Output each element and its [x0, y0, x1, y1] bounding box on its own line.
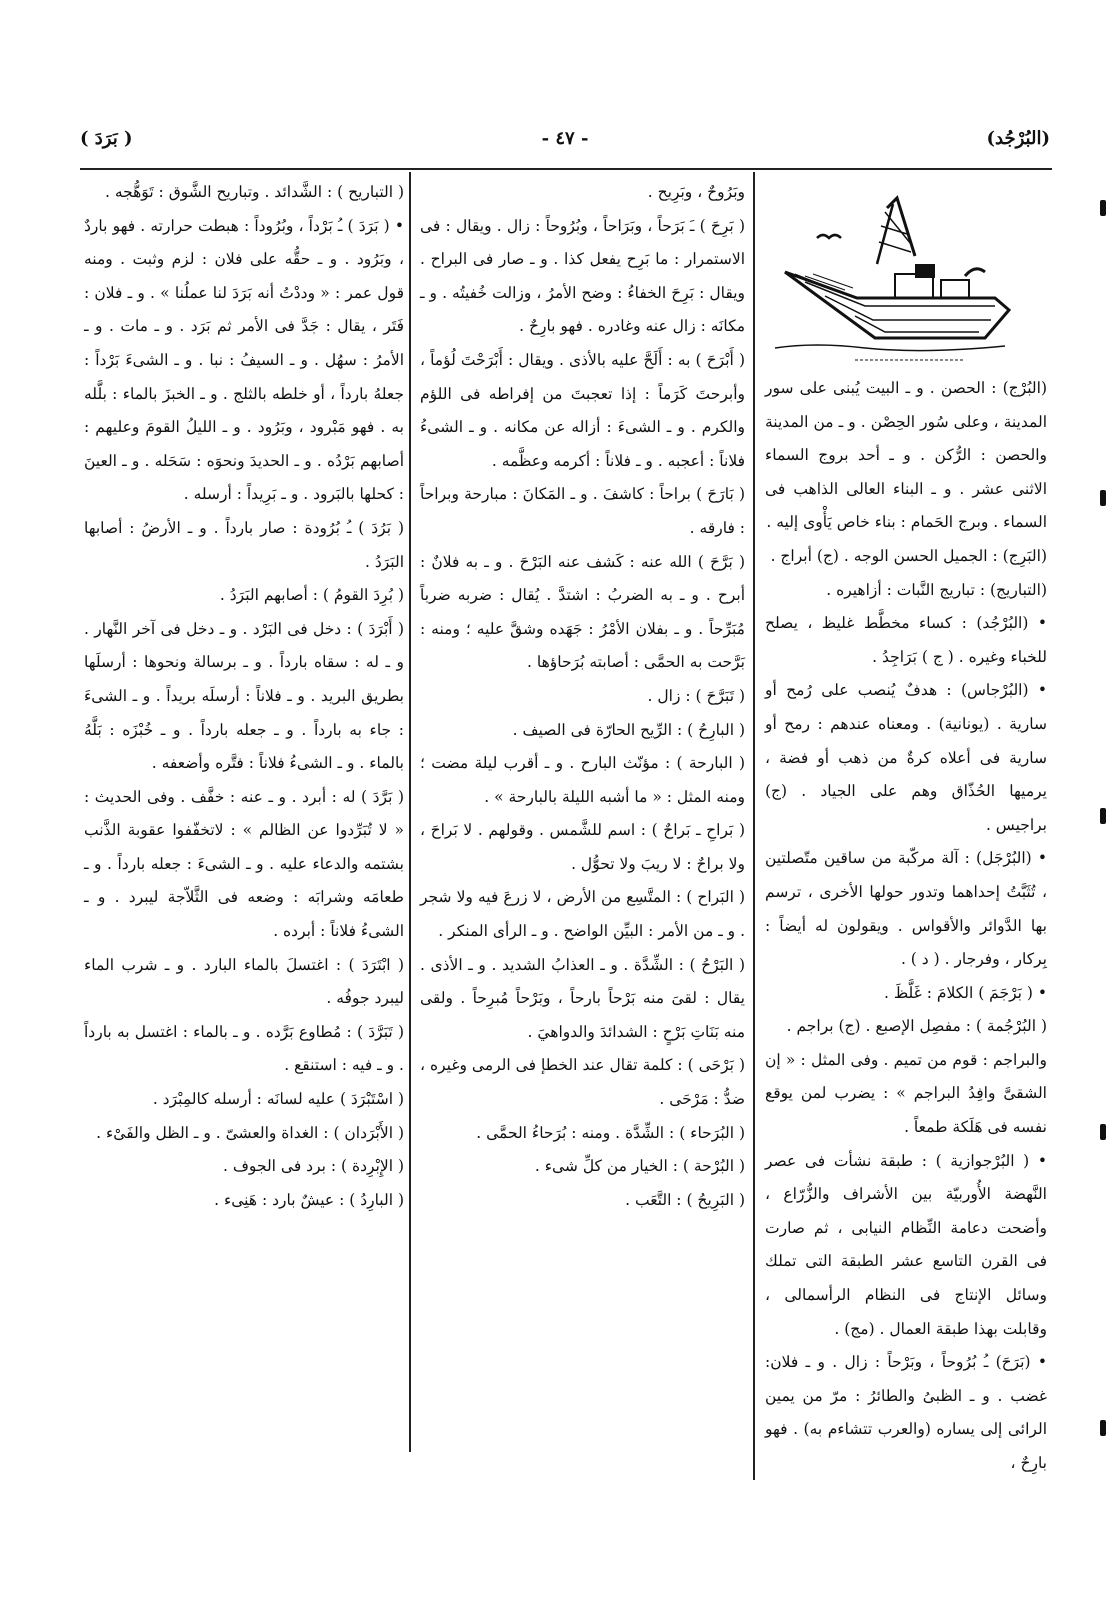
entry-paragraph: ( بَراحِ ـ بَراحٌ ) : اسم للشَّمس . وقولهم . لا بَراحَ ، ولا براحٌ : لا ريبَ ولا تحوُّل .: [420, 821, 745, 873]
entry-paragraph: ( بُرِدَ القومُ ) : أصابهم البَرَدُ .: [219, 586, 404, 605]
entry-paragraph: ( بَرَّدَ ) له : أبرد . و ـ عنه : خفَّف . وفى الحديث : « لا تُبَرِّدوا عن الظالم » : لاتخفّفوا عقوبة الذَّنب بشتمه والدعاء عليه . و ـ الشىءَ : جعله بارداً . و ـ طعامَه وشرابَه : وضعه فى الثَّلاّجة ليبرد . و ـ الشىءُ فلاناً : أبرده .: [84, 787, 404, 941]
entry-paragraph: ( البَرْحُ ) : الشِّدَّة . و ـ العذابُ الشديد . و ـ الأذى . يقال : لقىَ منه بَرْحاً بارحاً ، وبَرْحاً مُبرِحاً . ولقى منه بَنَاتِ بَرْحٍ : الشدائدَ والدواهيَ .: [420, 955, 745, 1041]
page-number: - ٤٧ -: [541, 128, 589, 149]
entry-paragraph: • (بَرَحَ) ـُ بُرُوحاً ، وبَرْحاً : زال . و ـ فلان: غضب . و ـ الظبىُ والطائرُ : مرّ من يمين الرائى إلى يساره (والعرب تتشاءم به) . فهو بارِحٌ ،: [765, 1353, 1047, 1472]
scan-margin-mark: [1100, 1124, 1106, 1140]
entry-paragraph: ( اسْتَبْرَدَ ) عليه لسانَه : أرسله كالمِبْرَد .: [152, 1090, 404, 1109]
entry-paragraph: ( البارِدُ ) : عيشٌ بارد : هَنِىء .: [214, 1190, 404, 1209]
entry-paragraph: ( البَرِيحُ ) : التَّعَب .: [625, 1190, 745, 1209]
entry-paragraph: ( ابْتَرَدَ ) : اغتسلَ بالماء البارد . و ـ شرب الماء ليبرد جوفُه .: [84, 955, 404, 1008]
entry-paragraph: ( بَرَّحَ ) الله عنه : كَشف عنه البَرْحَ . و ـ به فلانٌ : أبرح . و ـ به الضربُ : اشتدَّ . يُقال : ضربه ضرباً مُبَرِّحاً . و ـ بفلان الأمْرُ : جَهَده وشقَّ عليه ؛ ومنه : بَرَّحت به الحمَّى : أصابته بُرَحاؤها .: [420, 552, 745, 672]
entry-paragraph: ( التباريح ) : الشَّدائد . وتباريح الشَّوق : تَوَهُّجه .: [104, 183, 404, 201]
entry-paragraph: • (البُرْجاس) : هدفٌ يُنصب على رُمح أو سارية . (يونانية) . ومعناه عندهم : رمح أو سارية فى أعلاه كرةٌ من ذهب أو فضة ، يرميها الحُذّاق وهم على الجياد . (ج) براجيس .: [765, 681, 1047, 834]
entry-paragraph: ( البارحة ) : مؤنّث البارح . و ـ أقرب ليلة مضت ؛ ومنه المثل : « ما أشبه الليلة بالبارحة » .: [420, 754, 745, 806]
entry-paragraph: • (البُرْجُد) : كساء مخطَّط غليظ ، يصلح للخباء وغيره . ( ج ) بَرَاجِدُ .: [765, 614, 1047, 666]
entry-paragraph: ( بَرُدَ ) ـُ بُرُودة : صار بارداً . و ـ الأرضُ : أصابها البَرَدُ .: [84, 518, 404, 571]
entry-paragraph: • ( بَرَدَ ) ـُ بَرْداً ، وبُرُوداً : هبطت حرارته . فهو باردٌ ، وبَرُود . و ـ حقُّه على فلان : لزم وثبت . ومنه قول عمر : « وددْتُ أنه بَرَدَ لنا عملُنا » . و ـ فلان : فَتَر ، يقال : جَدَّ فى الأمر ثم بَرَد . و ـ مات . و ـ الأمرُ : سهُل . و ـ السيفُ : نبا . و ـ الشىءَ بَرْداً : جعلهُ بارداً ، أو خلطه بالثلج . و ـ الخبزَ بالماء : بلَّله به . فهو مَبْرود ، وبَرُود . و ـ الليلُ القومَ وعليهم : أصابهم بَرْدُه . و ـ الحديدَ ونحوَه : سَحَله . و ـ العينَ : كحلها بالبَرود . و ـ بَرِيداً : أرسله .: [84, 216, 404, 504]
entry-paragraph: • (البُرْجَل) : آلة مركّبة من ساقين متّصلتين ، تُثَبَّتُ إحداهما وتدور حولها الأخرى ، ترسم بها الدَّوائر والأقواس . ويقولون له أيضاً : بِركار ، وفرجار . ( د ) .: [765, 849, 1047, 969]
entry-paragraph: (البُرْج) : الحصن . و ـ البيت يُبنى على سور المدينة ، وعلى سُور الحِصْن . و ـ من المدينة والحصن : الرُّكن . و ـ أحد بروج السماء الاثنى عشر . و ـ البناء العالى الذاهب فى السماء . وبرج الحَمام : بناء خاص يَأْوى إليه .: [765, 379, 1047, 532]
column-divider: [409, 172, 411, 1452]
entry-paragraph: ( الإِبْرِدة ) : برد فى الجوف .: [223, 1157, 404, 1176]
column-left: [84, 176, 404, 1217]
entry-paragraph: ( البُرَحاء ) : الشِّدَّة . ومنه : بُرَحاءُ الحمَّى .: [476, 1123, 745, 1142]
entry-paragraph: ( البُرْجُمة ) : مفصِل الإصبع . (ج) براجم .: [786, 1017, 1047, 1036]
scan-margin-mark: [1100, 490, 1106, 506]
header-rule: [80, 168, 1052, 170]
column-right: [765, 372, 1047, 1481]
entry-paragraph: • ( البُرْجوازية ) : طبقة نشأت فى عصر النَّهضة الأُوربيّة بين الأشراف والزُّرّاع ، وأضحت دعامة النِّظام النيابى ، ثم صارت فى القرن التاسع عشر الطبقة التى تملك وسائل الإنتاج فى النظام الرأسمالى ، وقابلت بهذا طبقة العمال . (مج) .: [765, 1151, 1047, 1338]
entry-paragraph: • ( بَرْجَمَ ) الكلامَ : غَلَّظَ .: [883, 983, 1047, 1002]
ship-icon: [765, 176, 1047, 376]
entry-paragraph: (البَرِج) : الجميل الحسن الوجه . (ج) أبراج .: [770, 546, 1047, 565]
scan-margin-mark: [1100, 808, 1106, 824]
scan-margin-mark: [1100, 200, 1106, 216]
entry-paragraph: ( البارِحُ ) : الرِّيح الحارّة فى الصيف .: [512, 720, 745, 739]
header-right-keyword: (البُرْجُد): [986, 128, 1050, 149]
entry-paragraph: ( الأَبْرَدان ) : الغداة والعشىّ . و ـ الظل والفَىْء .: [96, 1123, 404, 1142]
entry-paragraph: والبراجم : قوم من تميم . وفى المثل : « إن الشقىَّ وافِدُ البراجم » : يضرب لمن يوقع نفسه فى هَلَكة طمعاً .: [765, 1050, 1047, 1137]
entry-paragraph: (التباريج) : تباريج النَّبات : أزاهيره .: [826, 580, 1047, 599]
entry-paragraph: ( تَبَرَّحَ ) : زال .: [647, 686, 745, 705]
entry-paragraph: ( أَبْرَدَ ) : دخل فى البَرْد . و ـ دخل فى آخر النَّهار . و ـ له : سقاه بارداً . و ـ برسالة ونحوها : أرسلَها بطريق البريد . و ـ فلاناً : أرسلَه بريداً . و ـ الشىءَ : جاء به بارداً . و ـ جعله بارداً . و ـ خُبْزَه : بَلَّهُ بالماء . و ـ الشىءُ فلاناً : فتَّره وأضعفه .: [84, 619, 404, 773]
entry-paragraph: ( تَبَرَّدَ ) : مُطاوع بَرَّده . و ـ بالماء : اغتسل به بارداً . و ـ فيه : استنقع .: [84, 1022, 404, 1075]
entry-paragraph: ( البُرْحة ) : الخيار من كلِّ شىء .: [534, 1157, 745, 1176]
entry-paragraph: ( بَرِحَ ) ـَ بَرَحاً ، وبَرَاحاً ، وبُرُوحاً : زال . ويقال : فى الاستمرار : ما بَرِح يفعل كذا . و ـ صار فى البراح . ويقال : بَرِحَ الخفاءُ : وضح الأمرُ ، وزالت خُفيتُه . و ـ مكانَه : زال عنه وغادره . فهو بارِحٌ .: [420, 216, 745, 336]
header-left-keyword: ( بَرَدَ ): [80, 128, 133, 149]
entry-paragraph: ( بَارَحَ ) براحاً : كاشفَ . و ـ المَكانَ : مبارحة وبراحاً : فارقه .: [420, 485, 745, 537]
page-header: [80, 128, 1050, 164]
ship-illustration: [765, 176, 1047, 376]
entry-paragraph: وبَرُوحٌ ، وبَرِيح .: [647, 183, 745, 201]
column-middle: [420, 176, 745, 1217]
scan-margin-mark: [1100, 1420, 1106, 1436]
entry-paragraph: ( بَرْحَى ) : كلمة تقال عند الخطإ فى الرمى وغيره ، ضدُّ : مَرْحَى .: [420, 1056, 745, 1109]
entry-paragraph: ( البَراح ) : المتَّسِع من الأرض ، لا زرعَ فيه ولا شجر . و ـ من الأمر : البيِّن الواضح . و ـ الرأى المنكر .: [420, 888, 745, 941]
column-divider: [753, 172, 755, 1480]
entry-paragraph: ( أَبْرَحَ ) به : أَلَحَّ عليه بالأذى . ويقال : أَبْرَحْتَ لُؤماً ، وأبرحتَ كَرَماً : إذا تعجبتَ من إفراطه فى اللؤم والكرم . و ـ الشىءَ : أزاله عن مكانه . و ـ الشىءُ فلاناً : أعجبه . و ـ فلاناً : أكرمه وعظَّمه .: [420, 350, 745, 470]
